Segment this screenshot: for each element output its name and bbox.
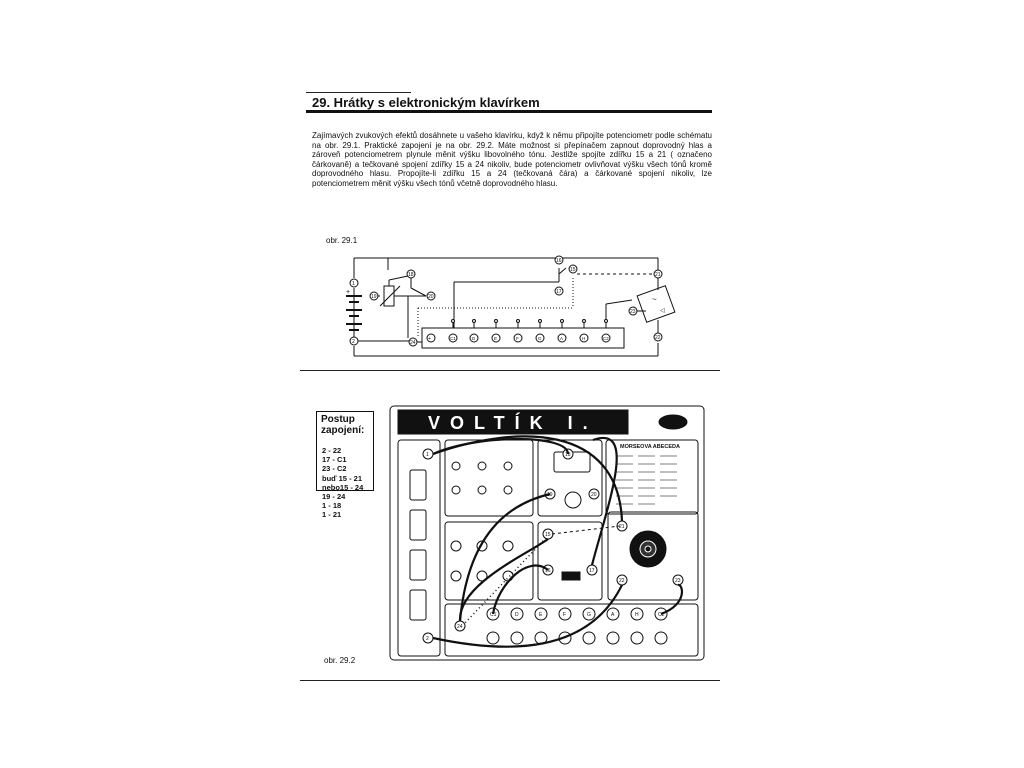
node-16: 16 <box>556 258 562 264</box>
node-19: 19 <box>371 294 377 300</box>
board-key-c1: C1 <box>490 612 497 618</box>
postup-title-2: zapojení: <box>321 425 365 436</box>
intro-paragraph: Zajímavých zvukových efektů dosáhnete u vašeho klavírku, když k němu připojíte potenciometr podle schématu na obr. 29.1. Praktické zapojení je na obr. 29.2. Máte možnost si přepínačem zapnout doprovodný hlas a zároveň potenciometrem plynule měnit výšku libovolného tónu. Jestliže spojíte zdířku 15 a 21 ( označeno čárkovaně) a tečkované spojení zdířky 15 a 24 nikoliv, bude potenciometr ovlivňovat výšku všech tónů kromě doprovodného hlasu. Propojíte-li zdířku 15 a 24 (tečkovaná čára) a čárkované spojení nikoliv, lze potenciometrem měnit výšku všech tónů včetně doprovodného hlasu. <box>312 131 712 188</box>
board-label-2: 2 <box>426 636 429 642</box>
svg-text:+: + <box>428 336 431 342</box>
page-title: 29. Hrátky s elektronickým klavírkem <box>312 95 540 110</box>
board-diagram <box>388 404 708 664</box>
steps-list <box>322 446 363 520</box>
node-15: 15 <box>570 267 576 273</box>
fig1-key-g: G <box>538 336 542 341</box>
step-4: buď 15 - 21 <box>322 473 362 483</box>
node-18: 18 <box>408 272 414 278</box>
step-1: 2 - 22 <box>322 446 342 455</box>
node-24: 24 <box>410 340 416 346</box>
board-key-a: A <box>611 612 615 618</box>
step-7: 1 - 18 <box>322 501 342 511</box>
morse-table <box>616 456 677 504</box>
fig1-key-h: H <box>582 336 586 341</box>
postup-title-1: Postup <box>321 414 355 425</box>
board-label-1: 1 <box>426 452 429 458</box>
svg-text:+: + <box>346 289 351 296</box>
title-top-rule <box>306 92 411 93</box>
step-8: 1 - 21 <box>322 510 342 520</box>
step-2: 17 - C1 <box>322 455 347 465</box>
morse-title: MORSEOVA ABECEDA <box>620 444 680 450</box>
board-label-22: 22 <box>619 578 625 584</box>
fig1-key-e: E <box>494 336 498 341</box>
node-23: 23 <box>630 309 636 315</box>
separator-rule <box>300 370 720 371</box>
title-underline <box>306 110 712 113</box>
board-logo: VOLTÍK I. <box>428 413 598 433</box>
node-2: 2 <box>352 339 355 345</box>
board-label-18: 18 <box>565 452 571 458</box>
node-1: 1 <box>352 281 355 287</box>
board-key-f: F <box>563 612 567 618</box>
board-key-h: H <box>635 612 639 618</box>
step-3: 23 - C2 <box>322 464 347 474</box>
fig1-caption: obr. 29.1 <box>326 236 358 245</box>
board-label-17: 17 <box>589 568 595 574</box>
node-20: 20 <box>428 294 434 300</box>
board-label-16: 16 <box>545 568 551 574</box>
fig2-caption: obr. 29.2 <box>324 656 356 665</box>
board-key-e: E <box>539 612 543 618</box>
fig1-key-c2: C2 <box>603 336 609 341</box>
step-6: 19 - 24 <box>322 492 346 502</box>
board-label-20: 20 <box>591 492 597 498</box>
board-label-23: 23 <box>675 578 681 584</box>
board-label-21: 21 <box>619 524 625 530</box>
fig1-key-d: D <box>472 336 476 341</box>
svg-text:◁: ◁ <box>660 308 665 314</box>
node-21: 21 <box>655 272 661 278</box>
node-17: 17 <box>556 289 562 295</box>
step-5: nebo15 - 24 <box>322 482 364 492</box>
board-label-15: 15 <box>545 532 551 538</box>
bottom-rule <box>300 680 720 681</box>
board-key-d: D <box>515 612 519 618</box>
board-label-19: 19 <box>547 492 553 498</box>
node-22: 22 <box>655 335 661 341</box>
fig1-key-c1: C1 <box>450 336 456 341</box>
svg-text:~: ~ <box>652 295 657 304</box>
fig1-key-a: A <box>560 336 564 341</box>
schematic-diagram <box>336 248 686 358</box>
board-label-24: 24 <box>457 624 463 630</box>
board-key-c2: C2 <box>658 612 665 618</box>
board-key-g: G <box>587 612 591 618</box>
fig1-key-f: F <box>516 336 519 341</box>
